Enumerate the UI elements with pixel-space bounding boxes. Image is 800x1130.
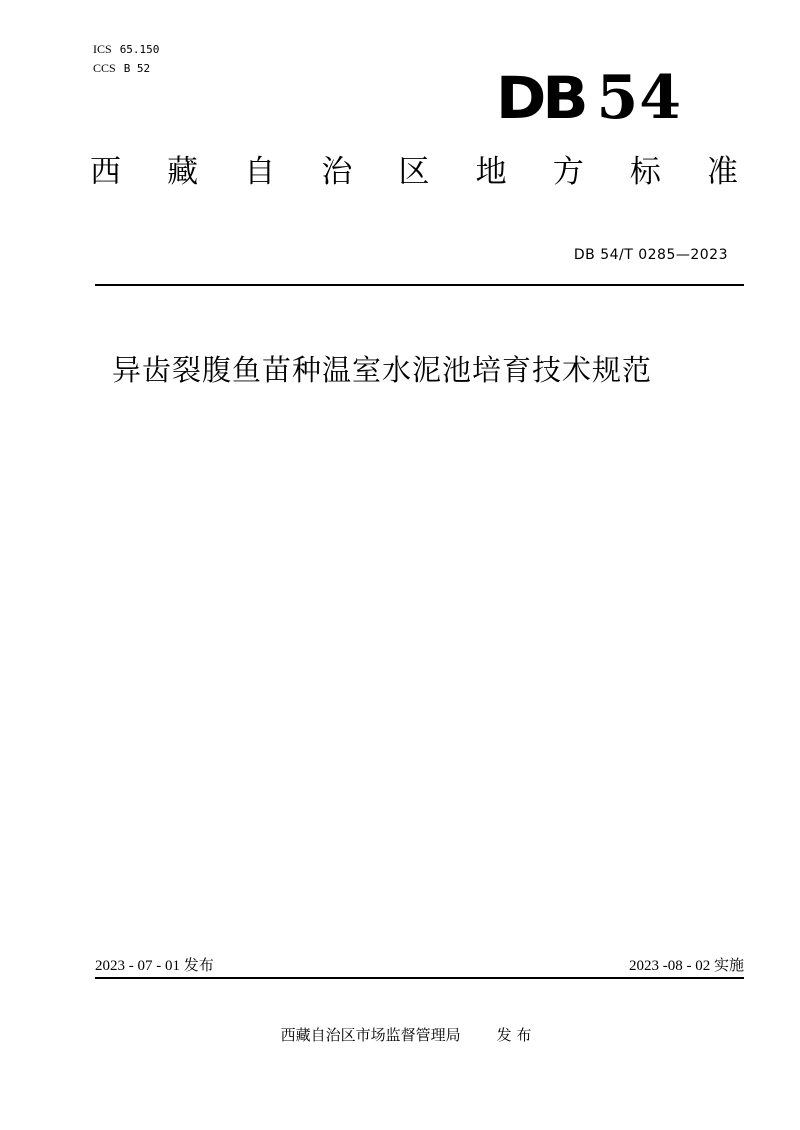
standard-type-char: 标 (629, 154, 661, 190)
classification-codes (93, 40, 159, 78)
document-title: 异齿裂腹鱼苗种温室水泥池培育技术规范 (112, 353, 653, 387)
ics-label: ICS (93, 42, 112, 56)
implement-date: 2023 -08 - 02 实施 (629, 958, 744, 974)
standard-type-char: 方 (552, 154, 584, 190)
standard-type-char: 区 (398, 154, 430, 190)
ccs-code: B 52 (123, 62, 151, 75)
top-divider (95, 284, 744, 286)
publisher-action: 发 布 (496, 1026, 532, 1044)
db-logo (496, 63, 682, 133)
standard-type-char: 自 (244, 154, 276, 190)
standard-type-heading (90, 152, 738, 192)
ics-code: 65.150 (119, 43, 160, 56)
standard-type-char: 藏 (167, 154, 199, 190)
publisher-line (0, 1024, 800, 1045)
standard-type-char: 西 (90, 154, 121, 190)
db-logo-prefix: DB (496, 64, 585, 132)
publisher-name: 西藏自治区市场监督管理局 (280, 1026, 461, 1044)
bottom-divider (95, 977, 744, 979)
db-logo-number: 54 (596, 63, 682, 133)
ccs-label: CCS (93, 61, 116, 75)
issue-date: 2023 - 07 - 01 发布 (95, 958, 214, 974)
ccs-row (93, 59, 159, 78)
standard-number: DB 54/T 0285—2023 (573, 247, 728, 263)
ics-row (93, 40, 159, 59)
standard-type-char: 准 (707, 154, 738, 190)
standard-type-char: 治 (321, 154, 353, 190)
date-line (95, 954, 744, 975)
standard-type-char: 地 (475, 154, 507, 190)
